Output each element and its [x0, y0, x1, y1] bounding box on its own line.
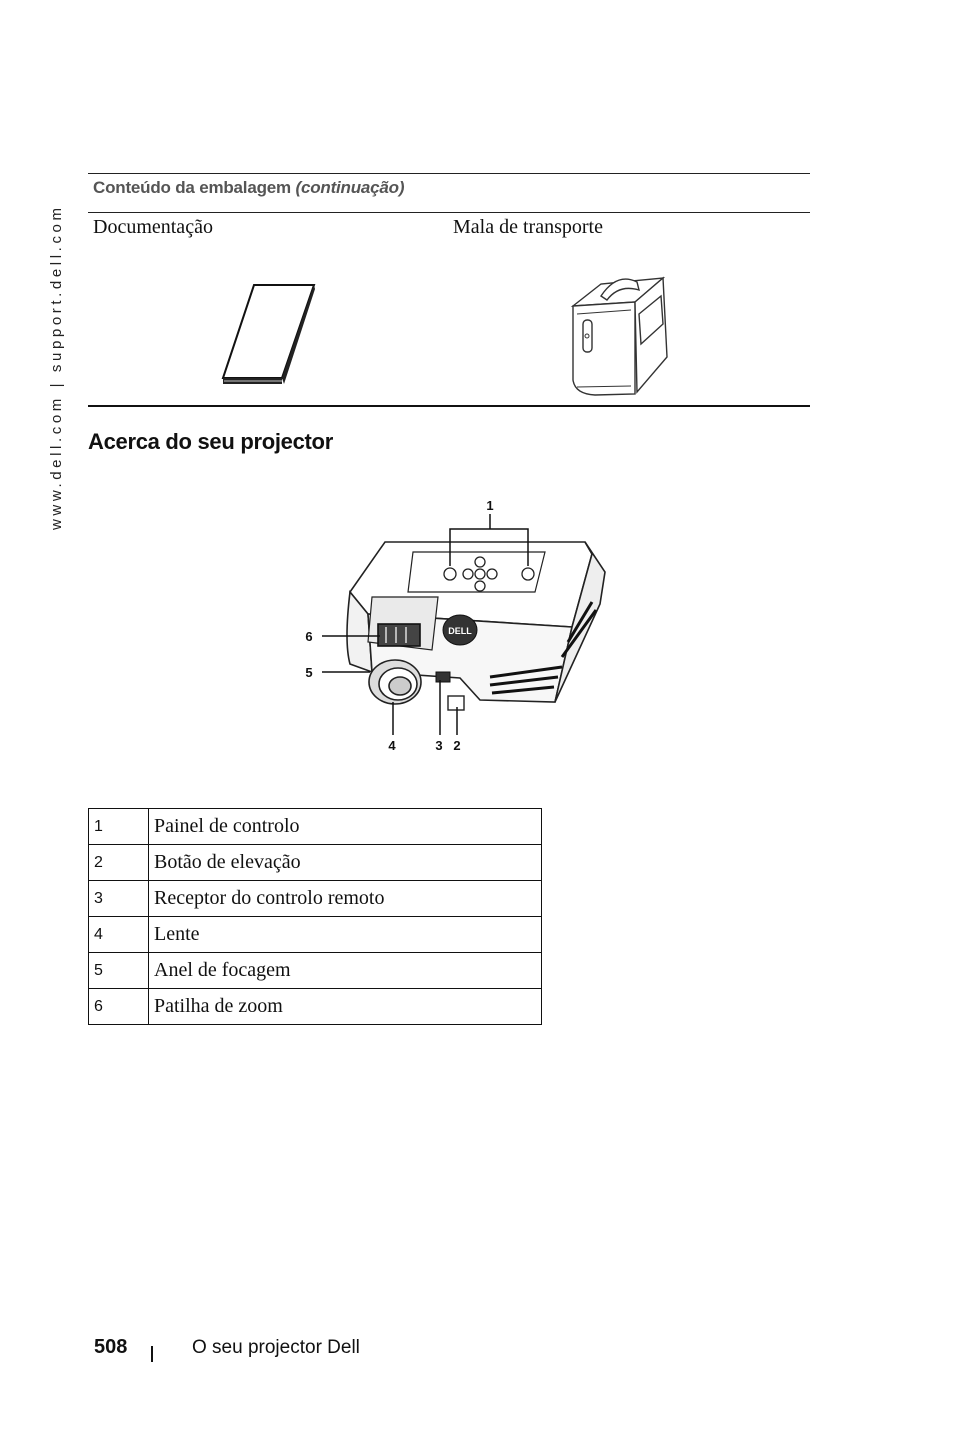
- documentation-icon: [218, 278, 318, 388]
- carrying-case-label: Mala de transporte: [453, 216, 603, 238]
- callout-6: 6: [305, 629, 313, 644]
- table-top-rule: [88, 173, 810, 174]
- callout-5: 5: [305, 665, 313, 680]
- caption-text: Conteúdo da embalagem: [93, 178, 291, 197]
- table-row: [89, 809, 542, 845]
- part-number: 2: [89, 845, 149, 881]
- part-number: 1: [89, 809, 149, 845]
- part-description: Patilha de zoom: [149, 989, 542, 1025]
- table-row: [89, 845, 542, 881]
- callout-4: 4: [388, 738, 396, 753]
- table-bottom-rule: [88, 405, 810, 407]
- side-url: www.dell.com | support.dell.com: [48, 204, 65, 530]
- part-description: Painel de controlo: [149, 809, 542, 845]
- documentation-label: Documentação: [93, 216, 213, 238]
- part-number: 5: [89, 953, 149, 989]
- table-header-rule: [88, 212, 810, 213]
- svg-text:DELL: DELL: [448, 626, 472, 636]
- part-description: Botão de elevação: [149, 845, 542, 881]
- carrying-case-icon: [565, 262, 675, 402]
- part-number: 4: [89, 917, 149, 953]
- page-number: 508: [94, 1336, 128, 1358]
- projector-diagram: [300, 492, 620, 762]
- table-caption: [93, 178, 404, 198]
- part-description: Anel de focagem: [149, 953, 542, 989]
- parts-table: [88, 808, 542, 1025]
- section-title: Acerca do seu projector: [88, 429, 333, 454]
- part-number: 6: [89, 989, 149, 1025]
- callout-1: 1: [486, 498, 494, 513]
- footer-title: O seu projector Dell: [192, 1337, 360, 1358]
- footer-divider: [151, 1346, 153, 1362]
- caption-continued: (continuação): [295, 178, 405, 197]
- table-row: [89, 989, 542, 1025]
- part-description: Lente: [149, 917, 542, 953]
- part-number: 3: [89, 881, 149, 917]
- callout-3: 3: [435, 738, 443, 753]
- table-row: [89, 917, 542, 953]
- table-row: [89, 953, 542, 989]
- part-description: Receptor do controlo remoto: [149, 881, 542, 917]
- callout-2: 2: [453, 738, 461, 753]
- table-row: [89, 881, 542, 917]
